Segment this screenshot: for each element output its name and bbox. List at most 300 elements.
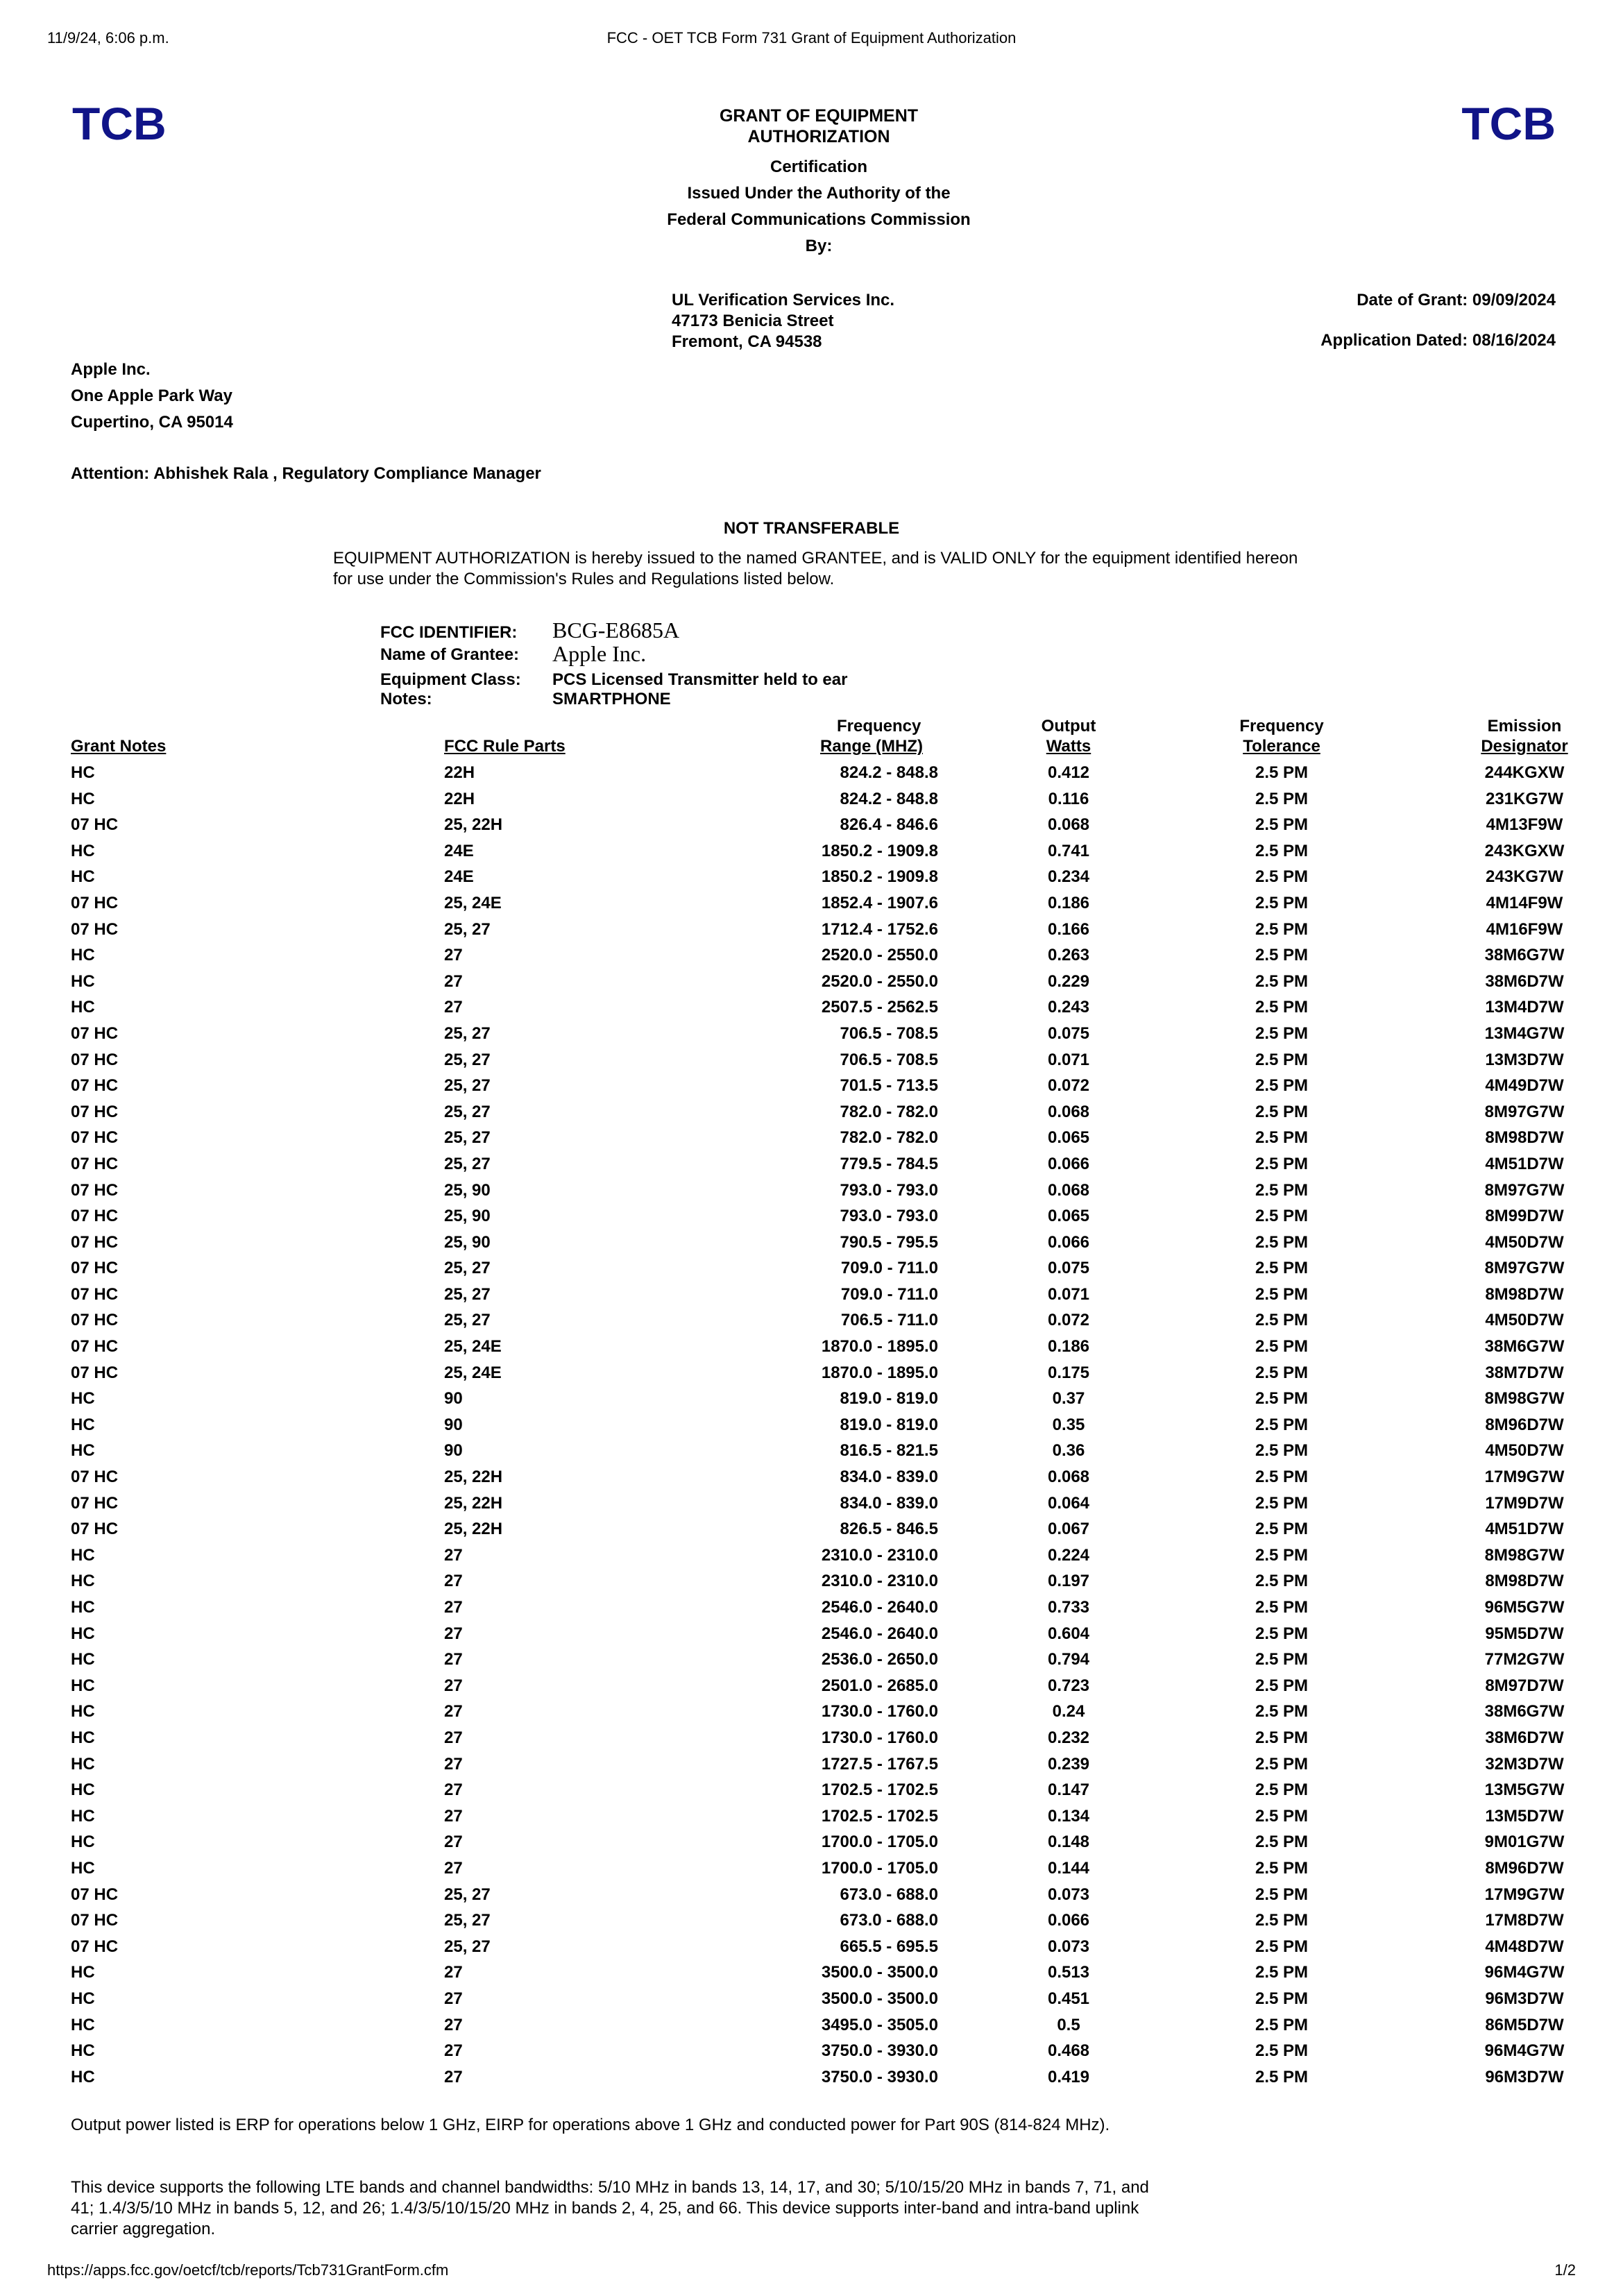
table-row	[71, 1413, 1564, 1439]
output-watts-cell: 0.412	[1047, 763, 1090, 782]
table-row	[71, 1856, 1564, 1882]
frequency-tolerance-cell: 2.5 PM	[1255, 2067, 1309, 2086]
frequency-range-cell: 709.0 - 711.0	[840, 1259, 938, 1278]
frequency-range-cell: 1702.5 - 1702.5	[821, 1780, 938, 1800]
output-watts-cell: 0.064	[1047, 1493, 1090, 1513]
rule-parts-cell: 27	[444, 1545, 463, 1565]
rule-parts-cell: 27	[444, 1728, 463, 1747]
header-emission-designator-line-2: Designator	[1481, 737, 1568, 756]
output-watts-cell: 0.37	[1052, 1389, 1085, 1409]
frequency-range-cell: 819.0 - 819.0	[840, 1389, 938, 1409]
rule-parts-cell: 27	[444, 1989, 463, 2008]
rule-parts-cell: 22H	[444, 789, 475, 808]
frequency-tolerance-cell: 2.5 PM	[1255, 971, 1309, 991]
grant-note-cell: HC	[71, 1598, 95, 1617]
rule-parts-cell: 25, 90	[444, 1207, 491, 1226]
table-row	[71, 995, 1564, 1021]
grant-note-cell: HC	[71, 1572, 95, 1591]
table-row	[71, 1048, 1564, 1074]
grant-note-cell: HC	[71, 763, 95, 782]
table-header	[71, 716, 1568, 760]
table-row	[71, 1987, 1564, 2013]
grant-note-cell: 07 HC	[71, 1284, 119, 1304]
frequency-tolerance-cell: 2.5 PM	[1255, 1728, 1309, 1747]
frequency-range-cell: 665.5 - 695.5	[840, 1937, 938, 1956]
emission-designator-cell: 8M98D7W	[1485, 1284, 1564, 1304]
grant-note-cell: 07 HC	[71, 1050, 119, 1069]
grant-note-cell: 07 HC	[71, 1937, 119, 1956]
grant-note-cell: 07 HC	[71, 1023, 119, 1043]
rule-parts-cell: 27	[444, 2041, 463, 2061]
frequency-range-cell: 793.0 - 793.0	[840, 1180, 938, 1200]
frequency-tolerance-cell: 2.5 PM	[1255, 867, 1309, 887]
frequency-range-cell: 1850.2 - 1909.8	[821, 867, 938, 887]
grant-title-line-2: AUTHORIZATION	[747, 127, 890, 146]
grant-note-cell: 07 HC	[71, 1520, 119, 1539]
output-watts-cell: 0.066	[1047, 1154, 1090, 1173]
rule-parts-cell: 24E	[444, 841, 474, 860]
rule-parts-cell: 27	[444, 1858, 463, 1878]
grant-note-cell: HC	[71, 1389, 95, 1409]
output-watts-cell: 0.419	[1047, 2067, 1090, 2086]
grant-note-cell: 07 HC	[71, 1363, 119, 1382]
emission-designator-cell: 4M16F9W	[1486, 919, 1563, 939]
grant-table	[71, 716, 1568, 2091]
table-row	[71, 1752, 1564, 1778]
output-watts-cell: 0.604	[1047, 1624, 1090, 1643]
emission-designator-cell: 4M50D7W	[1485, 1311, 1564, 1330]
frequency-range-cell: 2546.0 - 2640.0	[821, 1598, 938, 1617]
grant-note-cell: HC	[71, 867, 95, 887]
frequency-tolerance-cell: 2.5 PM	[1255, 1806, 1309, 1826]
emission-designator-cell: 4M14F9W	[1486, 893, 1563, 912]
frequency-tolerance-cell: 2.5 PM	[1255, 1468, 1309, 1487]
frequency-tolerance-cell: 2.5 PM	[1255, 1911, 1309, 1930]
frequency-tolerance-cell: 2.5 PM	[1255, 763, 1309, 782]
rule-parts-cell: 27	[444, 1676, 463, 1695]
output-watts-cell: 0.263	[1047, 946, 1090, 965]
output-watts-cell: 0.186	[1047, 893, 1090, 912]
grant-note-cell: HC	[71, 1989, 95, 2008]
table-row	[71, 1778, 1565, 1804]
output-watts-cell: 0.147	[1047, 1780, 1090, 1800]
output-watts-cell: 0.134	[1047, 1806, 1090, 1826]
rule-parts-cell: 27	[444, 1624, 463, 1643]
frequency-range-cell: 793.0 - 793.0	[840, 1207, 938, 1226]
header-output-watts-line-1: Output	[1041, 717, 1096, 735]
emission-designator-cell: 13M5G7W	[1484, 1780, 1565, 1800]
frequency-tolerance-cell: 2.5 PM	[1255, 1284, 1309, 1304]
fcc-identifier-value: BCG-E8685A	[552, 618, 680, 643]
frequency-tolerance-cell: 2.5 PM	[1255, 1311, 1309, 1330]
output-watts-cell: 0.066	[1047, 1911, 1090, 1930]
table-row	[71, 1908, 1564, 1934]
table-row	[71, 1438, 1564, 1465]
grant-note-cell: HC	[71, 1545, 95, 1565]
emission-designator-cell: 17M8D7W	[1485, 1911, 1564, 1930]
table-row	[71, 891, 1563, 917]
rule-parts-cell: 25, 27	[444, 1259, 491, 1278]
table-body	[71, 760, 1565, 2091]
frequency-tolerance-cell: 2.5 PM	[1255, 1389, 1309, 1409]
output-watts-cell: 0.067	[1047, 1520, 1090, 1539]
grant-note-cell: HC	[71, 1963, 95, 1982]
frequency-tolerance-cell: 2.5 PM	[1255, 1441, 1309, 1461]
table-row	[71, 1882, 1565, 1909]
frequency-range-cell: 779.5 - 784.5	[840, 1154, 938, 1173]
output-watts-cell: 0.186	[1047, 1337, 1090, 1357]
frequency-range-cell: 1730.0 - 1760.0	[821, 1702, 938, 1721]
grant-note-cell: 07 HC	[71, 1232, 119, 1252]
rule-parts-cell: 27	[444, 1598, 463, 1617]
frequency-range-cell: 1850.2 - 1909.8	[821, 841, 938, 860]
rule-parts-cell: 90	[444, 1441, 463, 1461]
print-page-number: 1/2	[1554, 2261, 1576, 2279]
rule-parts-cell: 27	[444, 2067, 463, 2086]
output-watts-cell: 0.733	[1047, 1598, 1090, 1617]
rule-parts-cell: 27	[444, 1572, 463, 1591]
emission-designator-cell: 13M4D7W	[1485, 998, 1564, 1017]
output-watts-cell: 0.239	[1047, 1754, 1090, 1774]
equipment-class-value: PCS Licensed Transmitter held to ear	[552, 670, 848, 689]
output-watts-cell: 0.175	[1047, 1363, 1090, 1382]
frequency-range-cell: 782.0 - 782.0	[840, 1102, 938, 1121]
table-row	[71, 1178, 1565, 1205]
output-watts-cell: 0.071	[1047, 1050, 1090, 1069]
frequency-range-cell: 1700.0 - 1705.0	[821, 1858, 938, 1878]
output-watts-cell: 0.072	[1047, 1311, 1090, 1330]
frequency-range-cell: 826.4 - 846.6	[840, 815, 938, 835]
grant-note-cell: 07 HC	[71, 1259, 119, 1278]
rule-parts-cell: 27	[444, 1702, 463, 1721]
emission-designator-cell: 4M51D7W	[1485, 1520, 1564, 1539]
table-row	[71, 1021, 1565, 1048]
table-row	[71, 1152, 1564, 1178]
table-row	[71, 1282, 1564, 1309]
output-watts-cell: 0.071	[1047, 1284, 1090, 1304]
rule-parts-cell: 90	[444, 1415, 463, 1434]
frequency-range-cell: 834.0 - 839.0	[840, 1493, 938, 1513]
frequency-range-cell: 673.0 - 688.0	[840, 1885, 938, 1904]
rule-parts-cell: 27	[444, 1806, 463, 1826]
frequency-range-cell: 701.5 - 713.5	[840, 1076, 938, 1096]
output-watts-cell: 0.451	[1047, 1989, 1090, 2008]
frequency-tolerance-cell: 2.5 PM	[1255, 1493, 1309, 1513]
frequency-tolerance-cell: 2.5 PM	[1255, 1180, 1309, 1200]
table-row	[71, 1465, 1565, 1491]
table-row	[71, 1100, 1565, 1126]
footnote-lte-bands: This device supports the following LTE bands and channel bandwidths: 5/10 MHz in bands 13, 14, 17, and 30; 5/10/15/20 MHz in bands 7, 71, and 41; 1.4/3/5/10 MHz in bands 5, 12, and 26; 1.4/3/5/10/15/20 MHz in bands 2, 4, 25, and 66. This device supports inter-band and intra-band uplink carrier aggregation.	[71, 2178, 1149, 2238]
table-row	[71, 1960, 1565, 1987]
frequency-range-cell: 826.5 - 846.5	[840, 1520, 938, 1539]
frequency-tolerance-cell: 2.5 PM	[1255, 1207, 1309, 1226]
frequency-tolerance-cell: 2.5 PM	[1255, 2041, 1309, 2061]
output-watts-cell: 0.723	[1047, 1676, 1090, 1695]
emission-designator-cell: 32M3D7W	[1485, 1754, 1564, 1774]
output-watts-cell: 0.116	[1048, 789, 1089, 808]
table-row	[71, 1543, 1565, 1570]
rule-parts-cell: 25, 27	[444, 1102, 491, 1121]
grant-note-cell: 07 HC	[71, 919, 119, 939]
grant-note-cell: HC	[71, 789, 95, 808]
emission-designator-cell: 38M6G7W	[1484, 946, 1565, 965]
frequency-tolerance-cell: 2.5 PM	[1255, 1076, 1309, 1096]
grant-note-cell: 07 HC	[71, 1207, 119, 1226]
table-row	[71, 1569, 1564, 1595]
rule-parts-cell: 90	[444, 1389, 463, 1409]
frequency-tolerance-cell: 2.5 PM	[1255, 1963, 1309, 1982]
frequency-tolerance-cell: 2.5 PM	[1255, 1102, 1309, 1121]
output-watts-cell: 0.066	[1047, 1232, 1090, 1252]
emission-designator-cell: 8M96D7W	[1485, 1415, 1564, 1434]
grant-note-cell: HC	[71, 1624, 95, 1643]
table-row	[71, 1334, 1565, 1361]
emission-designator-cell: 8M97G7W	[1484, 1180, 1565, 1200]
table-row	[71, 787, 1564, 813]
emission-designator-cell: 8M98D7W	[1485, 1572, 1564, 1591]
frequency-range-cell: 706.5 - 711.0	[840, 1311, 938, 1330]
rule-parts-cell: 25, 24E	[444, 1337, 502, 1357]
frequency-range-cell: 782.0 - 782.0	[840, 1128, 938, 1148]
grant-note-cell: HC	[71, 841, 95, 860]
grant-note-cell: HC	[71, 1650, 95, 1669]
header-output-watts	[1013, 716, 1124, 756]
tcb-logo-right: TCB	[1461, 98, 1556, 149]
frequency-range-cell: 3500.0 - 3500.0	[821, 1963, 938, 1982]
header-emission-designator	[1389, 716, 1623, 756]
output-watts-cell: 0.068	[1047, 815, 1090, 835]
notes-value: SMARTPHONE	[552, 690, 671, 708]
emission-designator-cell: 4M13F9W	[1486, 815, 1563, 835]
certification-block	[604, 154, 1034, 260]
frequency-tolerance-cell: 2.5 PM	[1255, 998, 1309, 1017]
frequency-tolerance-cell: 2.5 PM	[1255, 1232, 1309, 1252]
output-watts-cell: 0.075	[1047, 1259, 1090, 1278]
rule-parts-cell: 25, 22H	[444, 1520, 503, 1539]
output-watts-cell: 0.794	[1047, 1650, 1090, 1669]
rule-parts-cell: 25, 27	[444, 1154, 491, 1173]
output-watts-cell: 0.741	[1047, 841, 1090, 860]
grantee-name: Apple Inc.	[71, 360, 151, 379]
frequency-tolerance-cell: 2.5 PM	[1255, 1702, 1309, 1721]
grant-note-cell: HC	[71, 2067, 95, 2086]
table-row	[71, 1674, 1564, 1700]
emission-designator-cell: 8M98D7W	[1485, 1128, 1564, 1148]
frequency-range-cell: 790.5 - 795.5	[840, 1232, 938, 1252]
frequency-range-cell: 834.0 - 839.0	[840, 1468, 938, 1487]
emission-designator-cell: 231KG7W	[1485, 789, 1564, 808]
frequency-tolerance-cell: 2.5 PM	[1255, 1572, 1309, 1591]
grant-note-cell: 07 HC	[71, 1468, 119, 1487]
rule-parts-cell: 27	[444, 1780, 463, 1800]
frequency-range-cell: 1700.0 - 1705.0	[821, 1832, 938, 1852]
grant-note-cell: HC	[71, 1780, 95, 1800]
rule-parts-cell: 25, 22H	[444, 1468, 503, 1487]
output-watts-cell: 0.224	[1047, 1545, 1090, 1565]
emission-designator-cell: 4M49D7W	[1485, 1076, 1564, 1096]
rule-parts-cell: 27	[444, 2015, 463, 2034]
table-row	[71, 1647, 1565, 1674]
output-watts-cell: 0.468	[1047, 2041, 1090, 2061]
grant-note-cell: 07 HC	[71, 1311, 119, 1330]
rule-parts-cell: 25, 27	[444, 1911, 491, 1930]
rule-parts-cell: 27	[444, 1832, 463, 1852]
table-row	[71, 943, 1565, 969]
frequency-range-cell: 1702.5 - 1702.5	[821, 1806, 938, 1826]
output-watts-cell: 0.24	[1052, 1702, 1085, 1721]
grant-note-cell: HC	[71, 1702, 95, 1721]
frequency-tolerance-cell: 2.5 PM	[1255, 1128, 1309, 1148]
emission-designator-cell: 86M5D7W	[1485, 2015, 1564, 2034]
emission-designator-cell: 8M97G7W	[1484, 1102, 1565, 1121]
frequency-range-cell: 2507.5 - 2562.5	[821, 998, 938, 1017]
output-watts-cell: 0.072	[1047, 1076, 1090, 1096]
grant-note-cell: HC	[71, 971, 95, 991]
frequency-tolerance-cell: 2.5 PM	[1255, 1937, 1309, 1956]
output-watts-cell: 0.068	[1047, 1102, 1090, 1121]
table-row	[71, 2065, 1564, 2091]
grant-note-cell: 07 HC	[71, 815, 119, 835]
grant-note-cell: HC	[71, 1754, 95, 1774]
frequency-tolerance-cell: 2.5 PM	[1255, 1415, 1309, 1434]
emission-designator-cell: 38M6G7W	[1484, 1337, 1565, 1357]
attention-line: Attention: Abhishek Rala , Regulatory Compliance Manager	[71, 464, 541, 483]
table-row	[71, 813, 1563, 839]
table-row	[71, 2013, 1564, 2039]
frequency-range-cell: 673.0 - 688.0	[840, 1911, 938, 1930]
grant-note-cell: HC	[71, 1806, 95, 1826]
grant-note-cell: 07 HC	[71, 1337, 119, 1357]
output-watts-cell: 0.229	[1047, 971, 1090, 991]
grant-note-cell: 07 HC	[71, 893, 119, 912]
emission-designator-cell: 17M9D7W	[1485, 1493, 1564, 1513]
rule-parts-cell: 27	[444, 998, 463, 1017]
certification-line-3: Federal Communications Commission	[667, 210, 971, 229]
rule-parts-cell: 27	[444, 1650, 463, 1669]
grantee-value: Apple Inc.	[552, 641, 647, 666]
output-watts-cell: 0.5	[1057, 2015, 1080, 2034]
table-row	[71, 760, 1565, 787]
emission-designator-cell: 38M6D7W	[1485, 971, 1564, 991]
rule-parts-cell: 27	[444, 1963, 463, 1982]
grant-note-cell: HC	[71, 1676, 95, 1695]
emission-designator-cell: 8M97D7W	[1485, 1676, 1564, 1695]
grant-note-cell: 07 HC	[71, 1885, 119, 1904]
rule-parts-cell: 25, 27	[444, 1284, 491, 1304]
table-row	[71, 917, 1563, 944]
emission-designator-cell: 77M2G7W	[1484, 1650, 1565, 1669]
rule-parts-cell: 27	[444, 971, 463, 991]
certification-line-2: Issued Under the Authority of the	[687, 184, 951, 203]
emission-designator-cell: 9M01G7W	[1484, 1832, 1565, 1852]
header-frequency-tolerance-line-2: Tolerance	[1243, 737, 1320, 756]
grant-title	[604, 105, 1034, 147]
emission-designator-cell: 8M96D7W	[1485, 1858, 1564, 1878]
emission-designator-cell: 8M99D7W	[1485, 1207, 1564, 1226]
output-watts-cell: 0.144	[1047, 1858, 1090, 1878]
emission-designator-cell: 243KGXW	[1484, 841, 1565, 860]
rule-parts-cell: 25, 27	[444, 1128, 491, 1148]
table-row	[71, 1830, 1565, 1856]
rule-parts-cell: 24E	[444, 867, 474, 887]
emission-designator-cell: 96M4G7W	[1484, 1963, 1565, 1982]
frequency-range-cell: 706.5 - 708.5	[840, 1050, 938, 1069]
emission-designator-cell: 96M4G7W	[1484, 2041, 1565, 2061]
output-watts-cell: 0.513	[1047, 1963, 1090, 1982]
grant-note-cell: HC	[71, 2041, 95, 2061]
rule-parts-cell: 25, 27	[444, 1050, 491, 1069]
frequency-range-cell: 2520.0 - 2550.0	[821, 971, 938, 991]
emission-designator-cell: 96M3D7W	[1485, 1989, 1564, 2008]
grant-note-cell: 07 HC	[71, 1128, 119, 1148]
frequency-tolerance-cell: 2.5 PM	[1255, 1050, 1309, 1069]
frequency-range-cell: 1870.0 - 1895.0	[821, 1363, 938, 1382]
output-watts-cell: 0.166	[1047, 919, 1090, 939]
emission-designator-cell: 8M97G7W	[1484, 1259, 1565, 1278]
frequency-tolerance-cell: 2.5 PM	[1255, 946, 1309, 965]
emission-designator-cell: 38M6G7W	[1484, 1702, 1565, 1721]
emission-designator-cell: 96M5G7W	[1484, 1598, 1565, 1617]
header-rule-parts: FCC Rule Parts	[444, 737, 566, 756]
emission-designator-cell: 96M3D7W	[1485, 2067, 1564, 2086]
emission-designator-cell: 4M48D7W	[1485, 1937, 1564, 1956]
not-transferable-heading: NOT TRANSFERABLE	[723, 519, 900, 538]
frequency-tolerance-cell: 2.5 PM	[1255, 1754, 1309, 1774]
print-url: https://apps.fcc.gov/oetcf/tcb/reports/Tcb731GrantForm.cfm	[47, 2261, 449, 2279]
rule-parts-cell: 27	[444, 946, 463, 965]
table-row	[71, 969, 1564, 996]
frequency-tolerance-cell: 2.5 PM	[1255, 1780, 1309, 1800]
grant-note-cell: HC	[71, 998, 95, 1017]
emission-designator-cell: 13M5D7W	[1485, 1806, 1564, 1826]
frequency-tolerance-cell: 2.5 PM	[1255, 1337, 1309, 1357]
output-watts-cell: 0.197	[1047, 1572, 1090, 1591]
frequency-range-cell: 816.5 - 821.5	[840, 1441, 938, 1461]
rule-parts-cell: 25, 27	[444, 1311, 491, 1330]
frequency-tolerance-cell: 2.5 PM	[1255, 2015, 1309, 2034]
frequency-tolerance-cell: 2.5 PM	[1255, 1650, 1309, 1669]
tcb-logo-left: TCB	[72, 98, 167, 149]
emission-designator-cell: 4M50D7W	[1485, 1232, 1564, 1252]
table-row	[71, 1934, 1564, 1961]
emission-designator-cell: 243KG7W	[1485, 867, 1564, 887]
frequency-range-cell: 2520.0 - 2550.0	[821, 946, 938, 965]
table-row	[71, 1595, 1565, 1622]
table-row	[71, 1230, 1564, 1257]
frequency-range-cell: 1870.0 - 1895.0	[821, 1337, 938, 1357]
rule-parts-cell: 25, 24E	[444, 1363, 502, 1382]
table-row	[71, 839, 1565, 865]
table-row	[71, 1386, 1565, 1413]
frequency-range-cell: 2546.0 - 2640.0	[821, 1624, 938, 1643]
output-watts-cell: 0.073	[1047, 1885, 1090, 1904]
output-watts-cell: 0.073	[1047, 1937, 1090, 1956]
frequency-range-cell: 3495.0 - 3505.0	[821, 2015, 938, 2034]
header-frequency-tolerance-line-1: Frequency	[1239, 717, 1324, 735]
frequency-tolerance-cell: 2.5 PM	[1255, 1885, 1309, 1904]
frequency-tolerance-cell: 2.5 PM	[1255, 1545, 1309, 1565]
rule-parts-cell: 25, 22H	[444, 1493, 503, 1513]
frequency-range-cell: 824.2 - 848.8	[840, 763, 938, 782]
header-frequency-range-line-2: Range (MHZ)	[820, 737, 923, 756]
frequency-tolerance-cell: 2.5 PM	[1255, 1858, 1309, 1878]
frequency-range-cell: 3500.0 - 3500.0	[821, 1989, 938, 2008]
emission-designator-cell: 13M3D7W	[1485, 1050, 1564, 1069]
frequency-tolerance-cell: 2.5 PM	[1255, 919, 1309, 939]
emission-designator-cell: 17M9G7W	[1484, 1885, 1565, 1904]
output-watts-cell: 0.065	[1047, 1128, 1090, 1148]
table-row	[71, 865, 1564, 891]
